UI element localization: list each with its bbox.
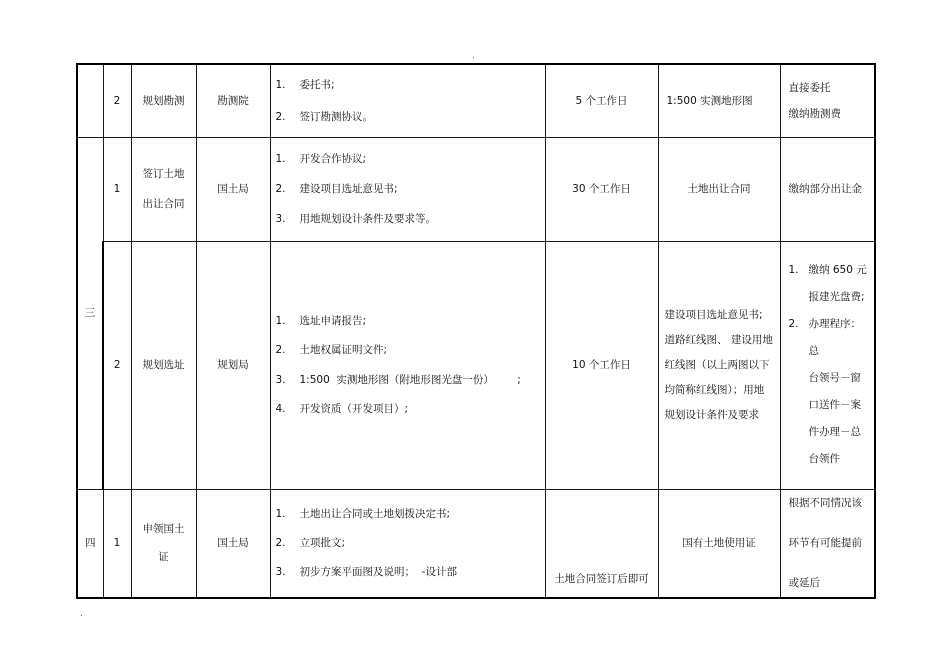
table-row	[77, 241, 875, 489]
result-document: 建设项目选址意见书; 道路红线图、 建设用地 红线图（以上两图以下 均简称红线图）；用地 规划设计条件及要求	[658, 241, 780, 489]
table-row	[77, 137, 875, 241]
department: 勘测院	[196, 64, 270, 137]
fee-item: 2. 办理程序：总 台领号－窗 口送件－案 件办理－总 台领件	[788, 318, 861, 465]
requirement-item: 2. 建设项目选址意见书;	[275, 182, 398, 195]
requirement-item: 3. 1:500 实测地形图（附地形图光盘一份） ;	[275, 373, 521, 386]
phase-cell: 三	[77, 137, 103, 489]
step-item: 申领国土 证	[131, 489, 196, 598]
step-number: 2	[103, 64, 131, 137]
result-document: 国有土地使用证	[658, 489, 780, 598]
approval-procedure-table	[76, 63, 876, 599]
page-marker-dot: .	[472, 51, 475, 61]
step-item: 规划选址	[131, 241, 196, 489]
step-item: 签订土地 出让合同	[131, 137, 196, 241]
step-number: 1	[103, 489, 131, 598]
fee-note: 根据不同情况该 环节有可能提前 或延后	[780, 489, 875, 598]
fee-note	[780, 241, 875, 489]
processing-time: 土地合同签订后即可	[545, 489, 658, 598]
fee-note: 缴纳部分出让金	[780, 137, 875, 241]
processing-time: 10 个工作日	[545, 241, 658, 489]
requirement-item: 2. 立项批文;	[275, 536, 346, 549]
page-marker-dot: .	[80, 609, 83, 619]
requirement-item: 3. 初步方案平面图及说明； -设计部	[275, 566, 457, 579]
requirement-item: 1. 委托书;	[275, 78, 335, 91]
requirement-item: 1. 选址申请报告;	[275, 315, 367, 328]
step-number: 1	[103, 137, 131, 241]
department: 国土局	[196, 137, 270, 241]
table-row	[77, 489, 875, 598]
department: 国土局	[196, 489, 270, 598]
requirement-item: 1. 土地出让合同或土地划拨决定书;	[275, 507, 451, 520]
department: 规划局	[196, 241, 270, 489]
requirement-item: 1. 开发合作协议;	[275, 152, 367, 165]
processing-time: 30 个工作日	[545, 137, 658, 241]
result-document: 土地出让合同	[658, 137, 780, 241]
requirements-cell	[270, 489, 545, 598]
requirement-item: 4. 开发资质（开发项目）;	[275, 402, 409, 415]
requirement-item: 2. 签订勘测协议。	[275, 110, 373, 123]
result-document: 1:500 实测地形图	[658, 64, 780, 137]
requirements-cell	[270, 64, 545, 137]
step-item: 规划勘测	[131, 64, 196, 137]
fee-note: 直接委托 缴纳勘测费	[780, 64, 875, 137]
requirement-item: 3. 用地规划设计条件及要求等。	[275, 213, 436, 226]
requirement-item: 2. 土地权属证明文件;	[275, 344, 388, 357]
requirements-cell	[270, 241, 545, 489]
fee-item: 1. 缴纳 650 元 报建光盘费;	[788, 264, 867, 303]
table-row	[77, 64, 875, 137]
requirements-cell	[270, 137, 545, 241]
step-number: 2	[103, 241, 131, 489]
phase-cell: 四	[77, 489, 103, 598]
phase-cell	[77, 64, 103, 137]
processing-time: 5 个工作日	[545, 64, 658, 137]
